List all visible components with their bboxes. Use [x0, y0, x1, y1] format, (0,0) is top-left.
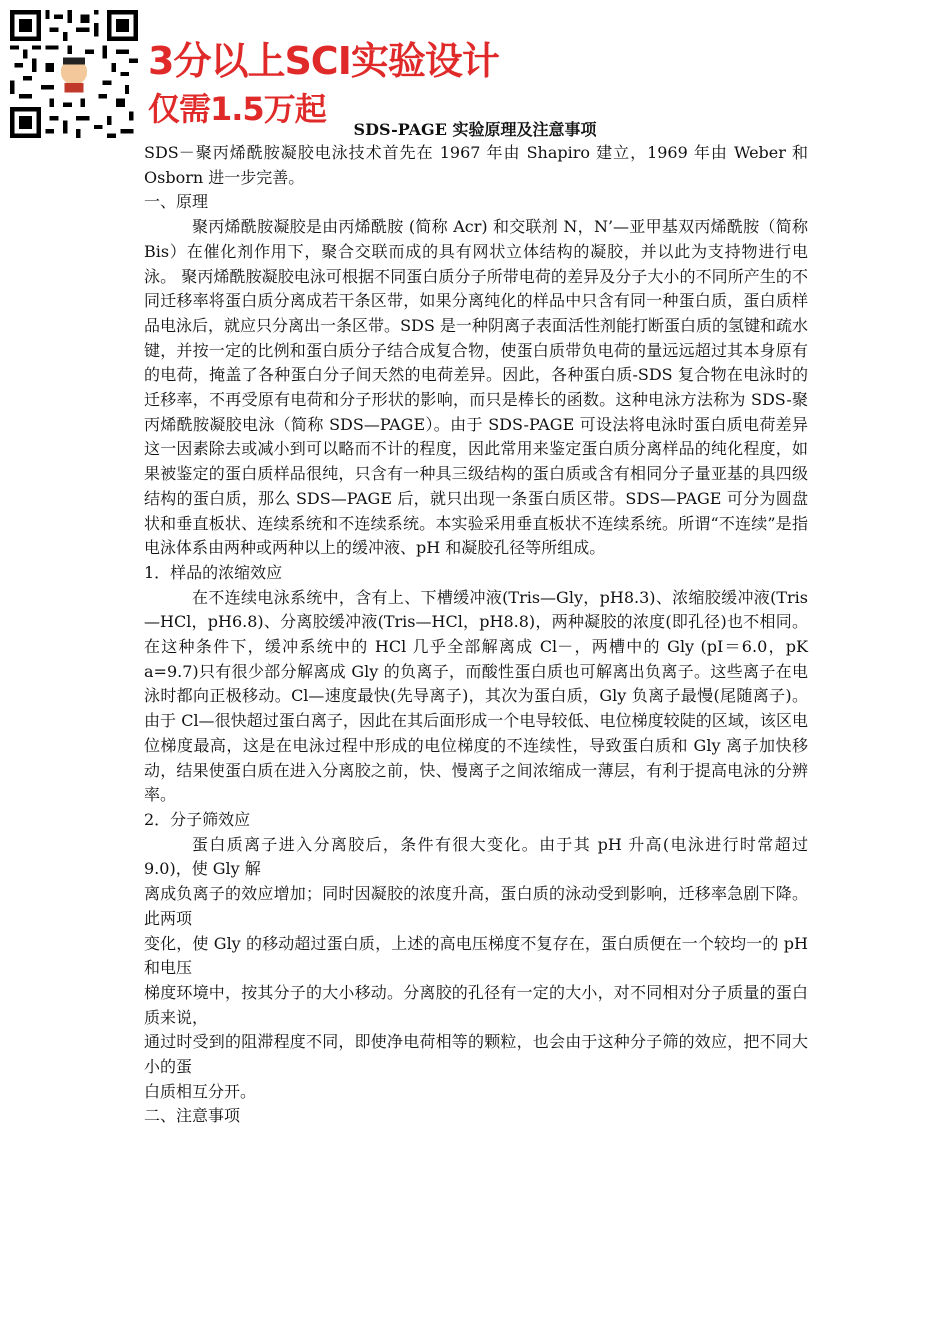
sieving-paragraph-line: 梯度环境中，按其分子的大小移动。分离胶的孔径有一定的大小，对不同相对分子质量的蛋白质来说，: [144, 982, 808, 1027]
sieving-paragraph-line: 通过时受到的阻滞程度不同，即使净电荷相等的颗粒，也会由于这种分子筛的效应，把不同大小的蛋: [144, 1032, 808, 1077]
ad-price[interactable]: 仅需1.5万起: [148, 90, 326, 128]
subheading-sieving: 2．分子筛效应: [144, 809, 251, 829]
intro-paragraph: SDS－聚丙烯酰胺凝胶电泳技术首先在 1967 年由 Shapiro 建立，1969 年由 Weber 和 Osborn 进一步完善。: [144, 143, 808, 187]
section-heading-notes: 二、注意事项: [144, 1106, 241, 1126]
sieving-paragraph-line: 白质相互分开。: [144, 1081, 257, 1101]
concentration-paragraph: 在不连续电泳系统中，含有上、下槽缓冲液(Tris—Gly，pH8.3)、浓缩胶缓冲液(Tris—HCl，pH6.8)、分离胶缓冲液(Tris—HCl，pH8.8)，两种凝胶的浓度(即孔径)也不相同。在这种条件下，缓冲系统中的 HCl 几乎全部解离成 Cl－，两槽中的 Gly (pI＝6.0，pK a=9.7)只有很少部分解离成 Gly 的负离子，而酸性蛋白质也可解离出负离子。这些离子在电泳时都向正极移动。Cl—速度最快(先导离子)，其次为蛋白质，Gly 负离子最慢(尾随离子)。由于 Cl—很快超过蛋白离子，因此在其后面形成一个电导较低、电位梯度较陡的区域，该区电位梯度最高，这是在电泳过程中形成的电位梯度的不连续性，导致蛋白质和 Gly 离子加快移动，结果使蛋白质在进入分离胶之前，快、慢离子之间浓缩成一薄层，有利于提高电泳的分辨率。: [144, 587, 808, 805]
section-heading-principle: 一、原理: [144, 192, 209, 212]
page-title: SDS-PAGE 实验原理及注意事项: [353, 120, 597, 139]
ad-headline[interactable]: 3分以上SCI实验设计: [148, 39, 499, 83]
sieving-paragraph-line: 蛋白质离子进入分离胶后，条件有很大变化。由于其 pH 升高(电泳进行时常超过 9.0)，使 Gly 解: [144, 834, 808, 879]
sieving-paragraph-line: 离成负离子的效应增加；同时因凝胶的浓度升高，蛋白质的泳动受到影响，迁移率急剧下降。此两项: [144, 884, 808, 928]
document-body: [144, 141, 808, 1129]
principle-paragraph: 聚丙烯酰胺凝胶是由丙烯酰胺 (简称 Acr) 和交联剂 N，N’—亚甲基双丙烯酰胺（简称 Bis）在催化剂作用下，聚合交联而成的具有网状立体结构的凝胶，并以此为支持物进行电泳。 聚丙烯酰胺凝胶电泳可根据不同蛋白质分子所带电荷的差异及分子大小的不同所产生的不同迁移率将蛋白质分离成若干条区带，如果分离纯化的样品中只含有同一种蛋白质，蛋白质样品电泳后，就应只分离出一条区带。SDS 是一种阴离子表面活性剂能打断蛋白质的氢键和疏水键，并按一定的比例和蛋白质分子结合成复合物，使蛋白质带负电荷的量远远超过其本身原有的电荷，掩盖了各种蛋白分子间天然的电荷差异。因此，各种蛋白质-SDS 复合物在电泳时的迁移率，不再受原有电荷和分子形状的影响，而只是棒长的函数。这种电泳方法称为 SDS-聚丙烯酰胺凝胶电泳（简称 SDS—PAGE）。由于 SDS-PAGE 可设法将电泳时蛋白质电荷差异这一因素除去或减小到可以略而不计的程度，因此常用来鉴定蛋白质分离样品的纯化程度，如果被鉴定的蛋白质样品很纯，只含有一种具三级结构的蛋白质或含有相同分子量亚基的具四级结构的蛋白质，那么 SDS—PAGE 后，就只出现一条蛋白质区带。SDS—PAGE 可分为圆盘状和垂直板状、连续系统和不连续系统。本实验采用垂直板状不连续系统。所谓“不连续”是指电泳体系由两种或两种以上的缓冲液、pH 和凝胶孔径等所组成。: [144, 217, 808, 558]
sieving-paragraph-line: 变化，使 Gly 的移动超过蛋白质，上述的高电压梯度不复存在，蛋白质便在一个较均一的 pH 和电压: [144, 933, 808, 978]
subheading-concentration: 1．样品的浓缩效应: [144, 562, 283, 582]
